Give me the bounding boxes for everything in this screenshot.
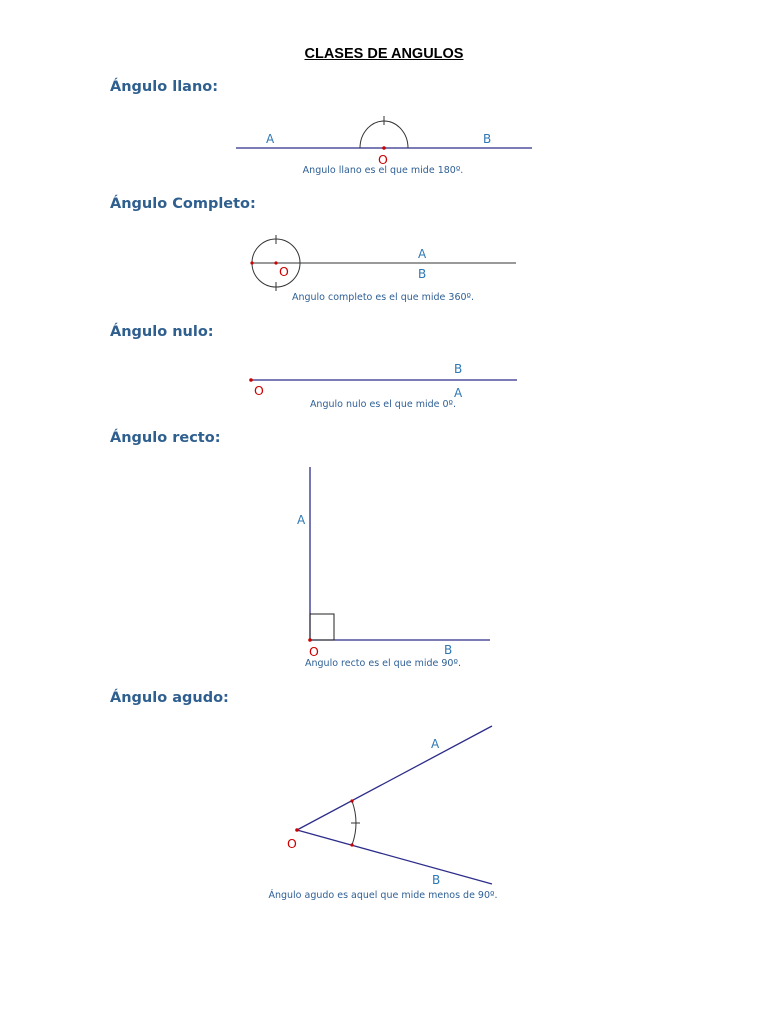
- label-a: A: [266, 132, 275, 146]
- label-a: A: [297, 513, 306, 527]
- heading-angulo-llano: Ángulo llano:: [110, 79, 219, 95]
- figure-angulo-llano: [236, 116, 532, 176]
- caption-angulo-llano: Angulo llano es el que mide 180º.: [302, 165, 464, 176]
- vertex-point: [249, 378, 253, 382]
- arc-point-b: [350, 843, 353, 846]
- label-a: A: [454, 386, 463, 400]
- label-b: B: [432, 873, 441, 887]
- vertex-point: [295, 828, 299, 832]
- label-o: O: [309, 644, 319, 659]
- ray-b: [297, 830, 492, 884]
- label-o: O: [254, 383, 264, 398]
- label-b: B: [444, 643, 453, 657]
- label-o: O: [378, 152, 388, 167]
- caption-angulo-nulo: Angulo nulo es el que mide 0º.: [309, 399, 457, 410]
- vertex-point: [274, 261, 277, 264]
- document-title: CLASES DE ANGULOS: [304, 46, 464, 62]
- figure-angulo-nulo: [249, 362, 517, 410]
- semicircle-arc: [360, 121, 408, 148]
- heading-angulo-nulo: Ángulo nulo:: [110, 324, 214, 340]
- figure-angulo-completo: [250, 235, 516, 303]
- label-a: A: [418, 247, 427, 261]
- caption-angulo-agudo: Ángulo agudo es aquel que mide menos de 90º.: [268, 890, 498, 901]
- angle-arc: [352, 801, 356, 845]
- label-o: O: [279, 264, 289, 279]
- heading-angulo-completo: Ángulo Completo:: [110, 196, 256, 212]
- label-b: B: [454, 362, 463, 376]
- right-angle-square: [310, 614, 334, 640]
- label-b: B: [483, 132, 492, 146]
- heading-angulo-agudo: Ángulo agudo:: [110, 690, 229, 706]
- full-circle-arc: [252, 239, 300, 287]
- ray-a: [297, 726, 492, 830]
- vertex-point: [308, 638, 312, 642]
- heading-angulo-recto: Ángulo recto:: [110, 430, 221, 446]
- figure-angulo-recto: [297, 467, 490, 669]
- vertex-point: [382, 146, 386, 150]
- caption-angulo-completo: Angulo completo es el que mide 360º.: [291, 292, 475, 303]
- circle-point: [250, 261, 253, 264]
- label-a: A: [431, 737, 440, 751]
- label-o: O: [287, 836, 297, 851]
- figure-angulo-agudo: [268, 726, 497, 901]
- label-b: B: [418, 267, 427, 281]
- arc-point-a: [350, 799, 353, 802]
- caption-angulo-recto: Angulo recto es el que mide 90º.: [305, 658, 461, 669]
